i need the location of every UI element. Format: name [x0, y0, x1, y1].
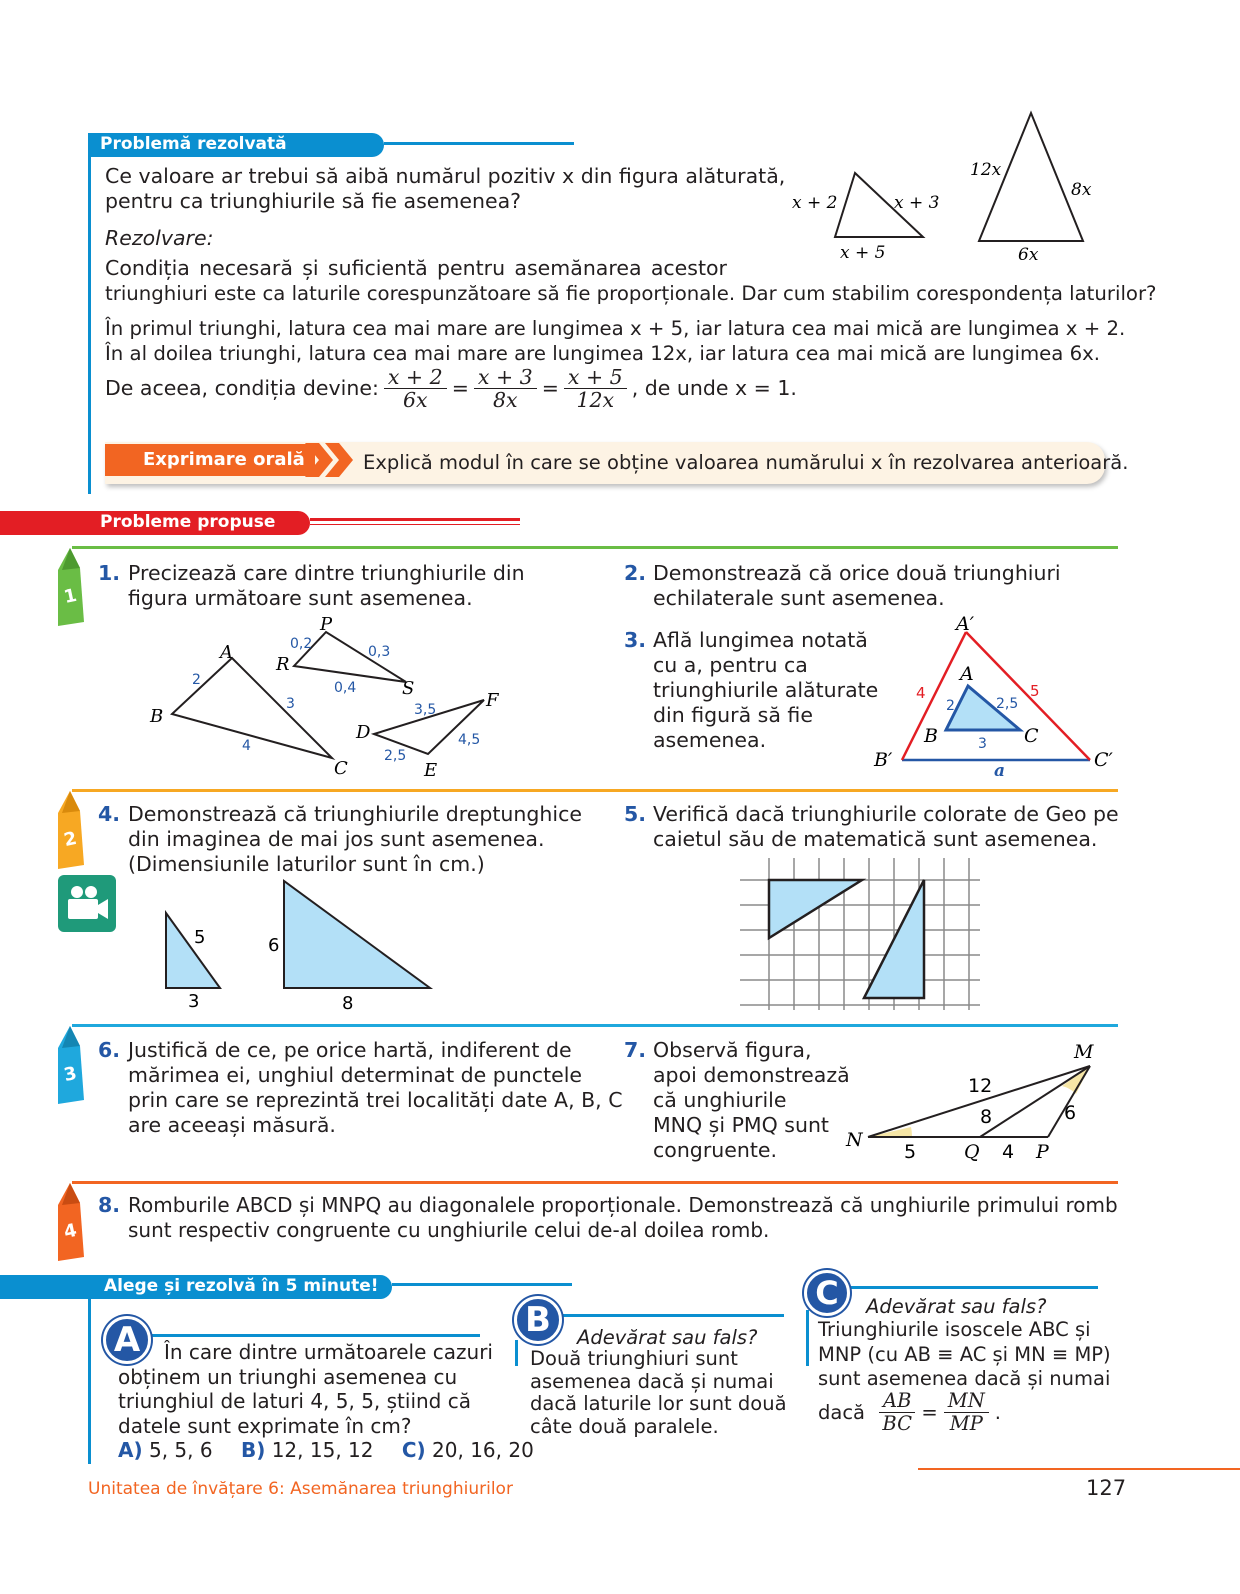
solved-left-border [88, 134, 91, 494]
crayon-level-3-icon [50, 1024, 90, 1106]
problem-7-line5: congruente. [653, 1138, 778, 1162]
label-N: N [846, 1129, 863, 1151]
problem-7-text [653, 1038, 850, 1163]
problem-1 [98, 561, 525, 586]
quiz-a-badge-label: A [113, 1320, 141, 1360]
crayon-level-4-icon [50, 1181, 90, 1263]
crayon-level-2-icon [50, 789, 90, 871]
quiz-a-line2: obținem un triunghi asemenea cu [118, 1364, 458, 1389]
option-b-label[interactable]: B) [240, 1438, 266, 1462]
problem-3 [624, 628, 646, 653]
large-right-triangle [284, 881, 430, 988]
condition-equation [105, 366, 797, 411]
label-B-prime: B′ [874, 749, 893, 771]
small-right-triangle [166, 913, 220, 988]
label-C-prime: C′ [1094, 749, 1113, 771]
label-in-right: 2,5 [996, 696, 1019, 712]
quiz-c-line2: MNP (cu AB ≡ AC și MN ≡ MP) [818, 1342, 1111, 1366]
problem-4-text [128, 802, 582, 877]
crayon-3-number: 3 [62, 1062, 79, 1087]
quiz-b-badge [514, 1296, 562, 1344]
label-DF: 3,5 [414, 702, 437, 718]
problem-4 [98, 802, 120, 827]
label-C: C [334, 758, 348, 779]
quiz-c-badge [804, 1270, 850, 1316]
quiz-a-line3: triunghiul de laturi 4, 5, 5, știind că [118, 1389, 471, 1413]
option-b-value[interactable]: 12, 15, 12 [271, 1438, 374, 1462]
proposed-header-rule [310, 518, 520, 521]
video-camera-icon[interactable] [58, 875, 116, 932]
small-left-label: x + 2 [792, 193, 838, 213]
label-out-right: 5 [1030, 682, 1040, 700]
oral-text: Explică modul în care se obține valoarea numărului x în rezolvarea anterioară. [363, 451, 1129, 474]
quiz-b-badge-label: B [525, 1300, 551, 1340]
problem-6-number: 6. [98, 1038, 121, 1062]
quiz-c-line3: sunt asemenea dacă și numai [818, 1367, 1111, 1390]
label-AC: 3 [286, 696, 295, 712]
oral-label-box [105, 444, 315, 476]
problem-4-number: 4. [98, 802, 121, 826]
problem-6-line2: mărimea ei, unghiul determinat de punctele [128, 1063, 583, 1087]
problem-3-text [653, 628, 878, 753]
problem-6-line4: are aceeași măsură. [128, 1113, 336, 1137]
label-a: a [994, 761, 1006, 781]
small-leg-label: 3 [188, 991, 200, 1012]
problem-2-line1: Demonstrează că orice două triunghiuri [653, 561, 1061, 585]
page-number: 127 [1086, 1476, 1127, 1500]
quiz-c-rule [830, 1286, 1098, 1289]
problem-7-number: 7. [624, 1038, 647, 1062]
label-E: E [424, 760, 438, 781]
problem-4-line2: din imaginea de mai jos sunt asemenea. [128, 827, 545, 851]
small-hypotenuse-label: 5 [194, 927, 206, 948]
solved-triangles-figure [780, 105, 1120, 275]
problem-2-line2: echilaterale sunt asemenea. [653, 586, 945, 610]
quiz-c-line4 [818, 1390, 1001, 1435]
label-R: R [276, 654, 290, 675]
label-A-prime: A′ [956, 613, 975, 635]
fraction-1: $\frac{x + 2}{6x}$ [384, 366, 447, 411]
option-a-label[interactable]: A) [118, 1438, 143, 1462]
quiz-b-line4: câte două paralele. [530, 1414, 719, 1438]
chevrons-icon [305, 443, 357, 479]
oral-label: Exprimare orală [143, 449, 305, 470]
problem-5-line2: caietul său de matematică sunt asemenea. [653, 827, 1098, 851]
crayon-4-number: 4 [62, 1219, 79, 1244]
problem-2 [624, 561, 1061, 586]
problem-6-line1: Justifică de ce, pe orice hartă, indiferent de [128, 1038, 572, 1062]
label-A: A [220, 642, 233, 663]
label-in-bottom: 3 [978, 736, 987, 752]
label-inner-B: B [924, 725, 938, 747]
label-B: B [150, 706, 164, 727]
quiz-b-line1: Două triunghiuri sunt [530, 1347, 738, 1370]
quiz-b-line2: asemenea dacă și numai [530, 1369, 774, 1393]
level3-rule [72, 1024, 1118, 1027]
label-Q: Q [964, 1141, 980, 1163]
problem-4-figure [150, 875, 450, 1020]
quiz-c-left-rule [806, 1310, 809, 1366]
label-S: S [402, 678, 415, 699]
crayon-1-number: 1 [62, 584, 79, 609]
fraction-2: $\frac{x + 3}{8x}$ [474, 366, 537, 411]
quiz-b-line3: dacă laturile lor sunt două [530, 1392, 787, 1415]
proposed-header-rule2 [310, 524, 520, 525]
problem-7-line3: că unghiurile [653, 1088, 787, 1112]
problem-3-line1: Află lungimea notată [653, 628, 868, 652]
problem-3-line2: cu a, pentru ca [653, 653, 808, 677]
problem-2-number: 2. [624, 561, 647, 585]
problem-7-line1: Observă figura, [653, 1038, 812, 1062]
quiz-a-options [118, 1438, 534, 1463]
problem-1-figure [140, 610, 520, 785]
large-right-label: 8x [1071, 180, 1092, 200]
problem-6-line3: prin care se reprezintă trei localități date A, B, C [128, 1088, 623, 1112]
quiz-c-line4-prefix: dacă [818, 1401, 865, 1424]
label-BC: 4 [242, 738, 251, 754]
problem-7-figure [840, 1036, 1110, 1166]
label-NQ: 5 [904, 1141, 917, 1163]
quiz-a-line4: datele sunt exprimate în cm? [118, 1413, 412, 1438]
cond-prefix: De aceea, condiția devine: [105, 376, 379, 400]
quiz-b-left-rule [515, 1340, 518, 1366]
quiz-c-end: . [994, 1401, 1001, 1424]
label-PR: 0,2 [290, 636, 313, 652]
footer-unit: Unitatea de învățare 6: Asemănarea triunghiurilor [88, 1479, 513, 1499]
label-RS: 0,4 [334, 680, 357, 696]
rezolvare-label: Rezolvare: [105, 226, 214, 250]
problem-3-number: 3. [624, 628, 647, 652]
label-inner-C: C [1024, 725, 1039, 747]
problem-3-line5: asemenea. [653, 728, 767, 752]
quiz-c-equals: = [921, 1401, 938, 1424]
quiz-b-rule [540, 1314, 784, 1317]
problem-5-text [653, 802, 1119, 852]
label-PS: 0,3 [368, 644, 391, 660]
problem-8 [98, 1193, 120, 1218]
quiz-a-text [118, 1340, 493, 1438]
quiz-a-line1: În care dintre următoarele cazuri [164, 1340, 493, 1364]
problem-5-grid-figure [740, 858, 980, 1010]
label-P: P [320, 614, 333, 635]
level1-rule [72, 546, 1118, 549]
quiz-b-text [530, 1348, 787, 1438]
large-bottom-label: 6x [1018, 245, 1039, 265]
fraction-3: $\frac{x + 5}{12x}$ [564, 366, 627, 411]
problem-7 [624, 1038, 646, 1063]
quiz-c-text [818, 1318, 1111, 1392]
problem-1-number: 1. [98, 561, 121, 585]
label-P: P [1036, 1141, 1049, 1163]
problem-3-line4: din figură să fie [653, 703, 813, 727]
solved-header-rule [384, 142, 574, 145]
label-DE: 2,5 [384, 748, 407, 764]
problem-8-text [128, 1193, 1118, 1243]
label-QM: 8 [980, 1106, 993, 1128]
problem-5-line1: Verifică dacă triunghiurile colorate de Geo pe [653, 802, 1119, 826]
label-D: D [356, 722, 371, 743]
small-bottom-label: x + 5 [840, 243, 886, 263]
problem-6 [98, 1038, 120, 1063]
problem-8-number: 8. [98, 1193, 121, 1217]
quiz-header-rule [392, 1283, 572, 1286]
quiz-c-line1: Triunghiurile isoscele ABC și [818, 1318, 1091, 1341]
crayon-2-number: 2 [62, 827, 79, 852]
equals-1: = [451, 376, 469, 400]
solved-question-line1: Ce valoare ar trebui să aibă numărul pozitiv x din figura alăturată, [105, 164, 786, 188]
problem-1-line1: Precizează care dintre triunghiurile din [128, 561, 525, 585]
option-c-value[interactable]: 20, 16, 20 [432, 1438, 534, 1462]
level4-rule [72, 1181, 1118, 1184]
label-M: M [1074, 1041, 1094, 1063]
label-PM: 6 [1064, 1102, 1077, 1124]
label-AB: 2 [192, 672, 201, 688]
quiz-c-badge-label: C [815, 1274, 839, 1312]
cond-suffix: , de unde x = 1. [631, 376, 797, 400]
crayon-level-1-icon [50, 546, 90, 628]
label-NM: 12 [968, 1075, 993, 1097]
footer-rule [918, 1468, 1240, 1470]
line-first-triangle: În primul triunghi, latura cea mai mare are lungimea x + 5, iar latura cea mai mică are lungimea x + 2. [105, 317, 1126, 340]
level2-rule [72, 789, 1118, 792]
large-left-label: 12x [970, 160, 1002, 180]
quiz-left-border [88, 1299, 91, 1464]
problem-4-line3: (Dimensiunile laturilor sunt în cm.) [128, 852, 485, 876]
quiz-b-title: Adevărat sau fals? [577, 1326, 758, 1349]
large-horizontal-leg-label: 8 [342, 993, 354, 1014]
quiz-header: Alege și rezolvă în 5 minute! [0, 1275, 392, 1299]
option-c-label[interactable]: C) [401, 1438, 426, 1462]
problem-7-line2: apoi demonstrează [653, 1063, 850, 1087]
large-vertical-leg-label: 6 [268, 935, 280, 956]
problem-8-line2: sunt respectiv congruente cu unghiurile celui de-al doilea romb. [128, 1218, 770, 1242]
label-F: F [486, 690, 499, 711]
solved-header: Problemă rezolvată [88, 133, 384, 157]
label-in-left: 2 [946, 698, 955, 714]
small-right-label: x + 3 [894, 193, 940, 213]
quiz-a-rule [130, 1334, 480, 1337]
proposed-header: Probleme propuse [0, 511, 310, 535]
problem-5-number: 5. [624, 802, 647, 826]
solved-question-line2: pentru ca triunghiurile să fie asemenea? [105, 189, 522, 213]
problem-4-line1: Demonstrează că triunghiurile dreptunghice [128, 802, 582, 826]
problem-1-line2: figura următoare sunt asemenea. [128, 586, 473, 610]
problem-3-line3: triunghiurile alăturate [653, 678, 879, 702]
line-second-triangle: În al doilea triunghi, latura cea mai mare are lungimea 12x, iar latura cea mai mică are lungimea 6x. [105, 342, 1101, 365]
problem-6-text [128, 1038, 623, 1138]
label-QP: 4 [1002, 1141, 1015, 1163]
quiz-c-fraction-2: $\frac{MN}{MP}$ [944, 1390, 989, 1435]
problem-8-line1: Romburile ABCD și MNPQ au diagonalele proporționale. Demonstrează că unghiurile primului romb [128, 1193, 1118, 1217]
option-a-value[interactable]: 5, 5, 6 [148, 1438, 213, 1462]
equals-2: = [541, 376, 559, 400]
problem-7-line4: MNQ și PMQ sunt [653, 1113, 829, 1137]
quiz-c-title: Adevărat sau fals? [866, 1295, 1047, 1318]
problem-3-figure [870, 610, 1125, 785]
cond-line1: Condiția necesară și suficientă pentru asemănarea acestor [105, 256, 727, 280]
label-out-left: 4 [916, 684, 926, 702]
quiz-c-fraction-1: $\frac{AB}{BC}$ [879, 1390, 915, 1435]
label-EF: 4,5 [458, 732, 481, 748]
cond-line2: triunghiuri este ca laturile corespunzătoare să fie proporționale. Dar cum stabilim corespondența laturilor? [105, 282, 1157, 305]
label-inner-A: A [960, 663, 974, 685]
problem-5 [624, 802, 646, 827]
